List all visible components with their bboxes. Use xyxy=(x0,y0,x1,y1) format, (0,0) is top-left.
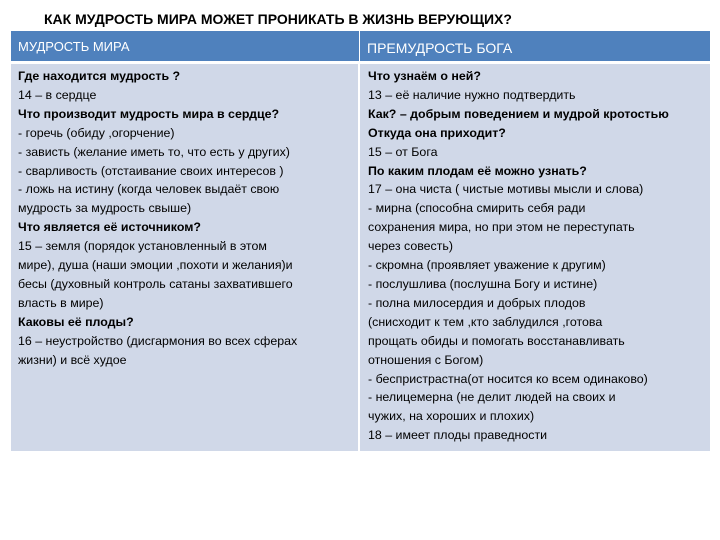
table-body-row xyxy=(11,64,710,451)
text-line: Где находится мудрость ? xyxy=(18,69,181,83)
text-line: Что является её источником? xyxy=(18,220,201,235)
text-line: бесы (духовный контроль сатаны захватившего xyxy=(18,276,293,291)
text-line: власть в мире) xyxy=(18,295,104,310)
text-line: (снисходит к тем ,кто заблудился ,готова xyxy=(368,314,603,329)
text-line: По каким плодам её можно узнать? xyxy=(368,163,587,178)
text-line: жизни) и всё худое xyxy=(18,352,127,367)
text-line: 15 – земля (порядок установленный в этом xyxy=(18,239,267,254)
text-line: Что производит мудрость мира в сердце? xyxy=(18,106,280,121)
text-line: Что узнаём о ней? xyxy=(368,69,481,83)
text-line: - скромна (проявляет уважение к другим) xyxy=(368,258,606,273)
text-line: 13 – её наличие нужно подтвердить xyxy=(368,87,576,102)
page-title: КАК МУДРОСТЬ МИРА МОЖЕТ ПРОНИКАТЬ В ЖИЗНЬ ВЕРУЮЩИХ? xyxy=(44,11,512,27)
text-line: - послушлива (послушна Богу и истине) xyxy=(368,276,598,291)
header-wisdom-of-god: ПРЕМУДРОСТЬ БОГА xyxy=(367,40,513,56)
text-line: - беспристрастна(от носится ко всем одинаково) xyxy=(368,371,648,386)
text-line: - полна милосердия и добрых плодов xyxy=(368,295,586,310)
text-line: 16 – неустройство (дисгармония во всех сферах xyxy=(18,333,298,348)
text-line: сохранения мира, но при этом не переступать xyxy=(368,220,635,235)
text-line: Откуда она приходит? xyxy=(368,125,506,140)
text-line: чужих, на хороших и плохих) xyxy=(368,409,535,424)
table-header-row xyxy=(11,31,710,61)
text-line: 14 – в сердце xyxy=(18,87,97,102)
text-line: - сварливость (отстаивание своих интересов ) xyxy=(18,163,284,178)
text-line: - мирна (способна смирить себя ради xyxy=(368,201,586,216)
wisdom-of-god-cell xyxy=(360,64,710,451)
text-line: мудрость за мудрость свыше) xyxy=(18,201,192,216)
text-line: - ложь на истину (когда человек выдаёт свою xyxy=(18,182,280,197)
text-line: прощать обиды и помогать восстанавливать xyxy=(368,333,625,348)
wisdom-of-world-cell xyxy=(11,64,360,451)
text-line: - нелицемерна (не делит людей на своих и xyxy=(368,390,616,405)
text-line: 17 – она чиста ( чистые мотивы мысли и слова) xyxy=(368,182,644,197)
header-wisdom-of-world: МУДРОСТЬ МИРА xyxy=(11,31,360,61)
text-line: 18 – имеет плоды праведности xyxy=(368,428,548,443)
text-line: мире), душа (наши эмоции ,похоти и желания)и xyxy=(18,258,293,273)
text-line: - зависть (желание иметь то, что есть у других) xyxy=(18,144,290,159)
text-line: Как? – добрым поведением и мудрой кротостью xyxy=(368,106,669,121)
text-line: 15 – от Бога xyxy=(368,144,438,159)
text-line: - горечь (обиду ,огорчение) xyxy=(18,125,175,140)
text-line: через совесть) xyxy=(368,239,453,254)
comparison-table xyxy=(11,31,710,451)
text-line: отношения с Богом) xyxy=(368,352,484,367)
text-line: Каковы её плоды? xyxy=(18,314,134,329)
